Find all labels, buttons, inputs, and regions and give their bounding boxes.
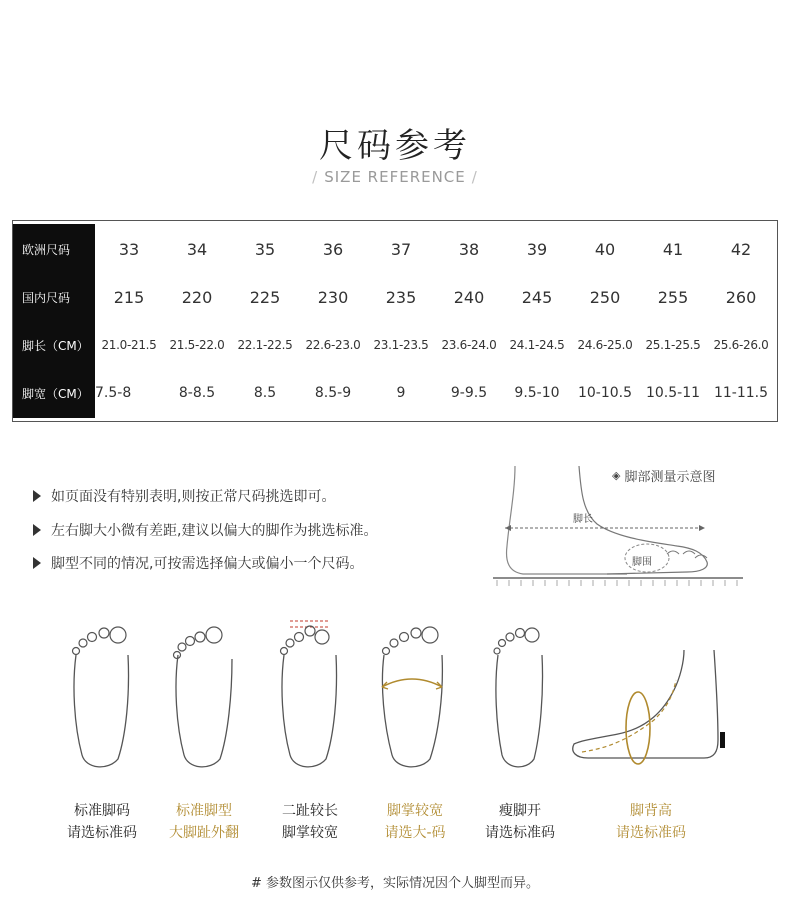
- table-cell: 240: [453, 287, 485, 307]
- note-text: 脚型不同的情况,可按需选择偏大或偏小一个尺码。: [51, 556, 364, 572]
- table-cell: 255: [657, 287, 689, 307]
- table-row-foot-length: [13, 320, 777, 370]
- table-cell: 235: [385, 287, 417, 307]
- table-cell: 42: [730, 239, 752, 259]
- row-label: 欧洲尺码: [13, 224, 95, 274]
- table-cell: 21.0-21.5: [101, 338, 157, 352]
- table-cell: 22.6-23.0: [305, 338, 361, 352]
- table-cell: 225: [249, 287, 281, 307]
- table-cell: 36: [322, 239, 344, 259]
- table-cell: 9.5-10: [514, 385, 560, 401]
- foot-wide-forefoot-icon: [378, 615, 448, 775]
- table-cell: 21.5-22.0: [169, 338, 225, 352]
- table-cell: 40: [594, 239, 616, 259]
- note-item: [33, 486, 335, 506]
- note-item: [33, 520, 377, 540]
- diagram-title: [612, 466, 715, 485]
- table-cell: 35: [254, 239, 276, 259]
- table-cell: 215: [113, 287, 145, 307]
- table-cell: 8.5: [253, 385, 277, 401]
- table-row-cn: [13, 272, 777, 322]
- note-text: 如页面没有特别表明,则按正常尺码挑选即可。: [51, 489, 336, 505]
- table-cell: 33: [118, 239, 140, 259]
- page-title: 尺码参考: [319, 126, 471, 166]
- note-item: [33, 553, 363, 573]
- foot-bunion-icon: [170, 615, 238, 775]
- caption-line1: 瘦脚开: [499, 803, 541, 819]
- bullet-triangle-icon: [33, 490, 41, 502]
- bullet-triangle-icon: [33, 524, 41, 536]
- table-cell: 11-11.5: [713, 385, 769, 401]
- table-cell: 8.5-9: [314, 385, 352, 401]
- diamond-icon: ◈: [612, 469, 621, 482]
- page-subtitle: [0, 168, 790, 186]
- foot-type-caption: [355, 800, 475, 844]
- table-cell: 38: [458, 239, 480, 259]
- foot-girth-label: 脚围: [632, 557, 652, 568]
- table-cell: 41: [662, 239, 684, 259]
- table-cell: 24.1-24.5: [509, 338, 565, 352]
- subtitle-slash-right: /: [471, 168, 478, 186]
- table-cell: 37: [390, 239, 412, 259]
- subtitle-text: SIZE REFERENCE: [324, 168, 466, 186]
- foot-length-label: 脚长: [573, 514, 593, 525]
- table-row-foot-width: [13, 368, 777, 418]
- table-row-eu: [13, 224, 777, 274]
- table-cell: 23.1-23.5: [373, 338, 429, 352]
- caption-line1: 标准脚码: [74, 803, 130, 819]
- table-cell: 10-10.5: [577, 385, 633, 401]
- foot-long-second-toe-icon: [276, 615, 344, 775]
- table-cell: 260: [725, 287, 757, 307]
- caption-line2: 请选标准码: [616, 825, 686, 841]
- table-cell: 230: [317, 287, 349, 307]
- table-cell: 34: [186, 239, 208, 259]
- caption-line2: 脚掌较宽: [282, 825, 338, 841]
- foot-slim-icon: [488, 615, 552, 775]
- table-cell: 25.6-26.0: [713, 338, 769, 352]
- table-cell: 245: [521, 287, 553, 307]
- foot-standard-icon: [68, 615, 136, 775]
- table-cell: 9: [396, 385, 406, 401]
- diagram-title-text: 脚部测量示意图: [624, 470, 716, 485]
- row-label: 脚宽（CM）: [13, 368, 95, 418]
- caption-line1: 脚背高: [630, 803, 672, 819]
- table-cell: 10.5-11: [645, 385, 701, 401]
- note-text: 左右脚大小微有差距,建议以偏大的脚作为挑选标准。: [51, 523, 378, 539]
- foot-type-caption: [250, 800, 370, 844]
- size-table: [12, 220, 778, 422]
- table-cell: 220: [181, 287, 213, 307]
- caption-line2: 请选标准码: [67, 825, 137, 841]
- subtitle-slash-left: /: [312, 168, 319, 186]
- caption-line1: 二趾较长: [282, 803, 338, 819]
- caption-line1: 标准脚型: [176, 803, 232, 819]
- table-cell: 39: [526, 239, 548, 259]
- table-cell: 25.1-25.5: [645, 338, 701, 352]
- foot-type-caption: [460, 800, 580, 844]
- foot-type-caption: [144, 800, 264, 844]
- table-cell: 250: [589, 287, 621, 307]
- caption-line1: 脚掌较宽: [387, 803, 443, 819]
- footer-note: # 参数图示仅供参考，实际情况因个人脚型而异。: [250, 876, 540, 891]
- table-cell: 22.1-22.5: [237, 338, 293, 352]
- table-cell: 8-8.5: [178, 385, 216, 401]
- foot-high-instep-icon: [568, 640, 728, 780]
- table-cell: 24.6-25.0: [577, 338, 633, 352]
- caption-line2: 请选大-码: [384, 825, 446, 841]
- foot-type-caption: [591, 800, 711, 844]
- caption-line2: 大脚趾外翻: [169, 825, 239, 841]
- row-label: 国内尺码: [13, 272, 95, 322]
- table-cell: 9-9.5: [450, 385, 488, 401]
- row-label: 脚长（CM）: [13, 320, 95, 370]
- table-cell: 23.6-24.0: [441, 338, 497, 352]
- caption-line2: 请选标准码: [485, 825, 555, 841]
- table-cell: 7.5-8: [95, 385, 132, 401]
- bullet-triangle-icon: [33, 557, 41, 569]
